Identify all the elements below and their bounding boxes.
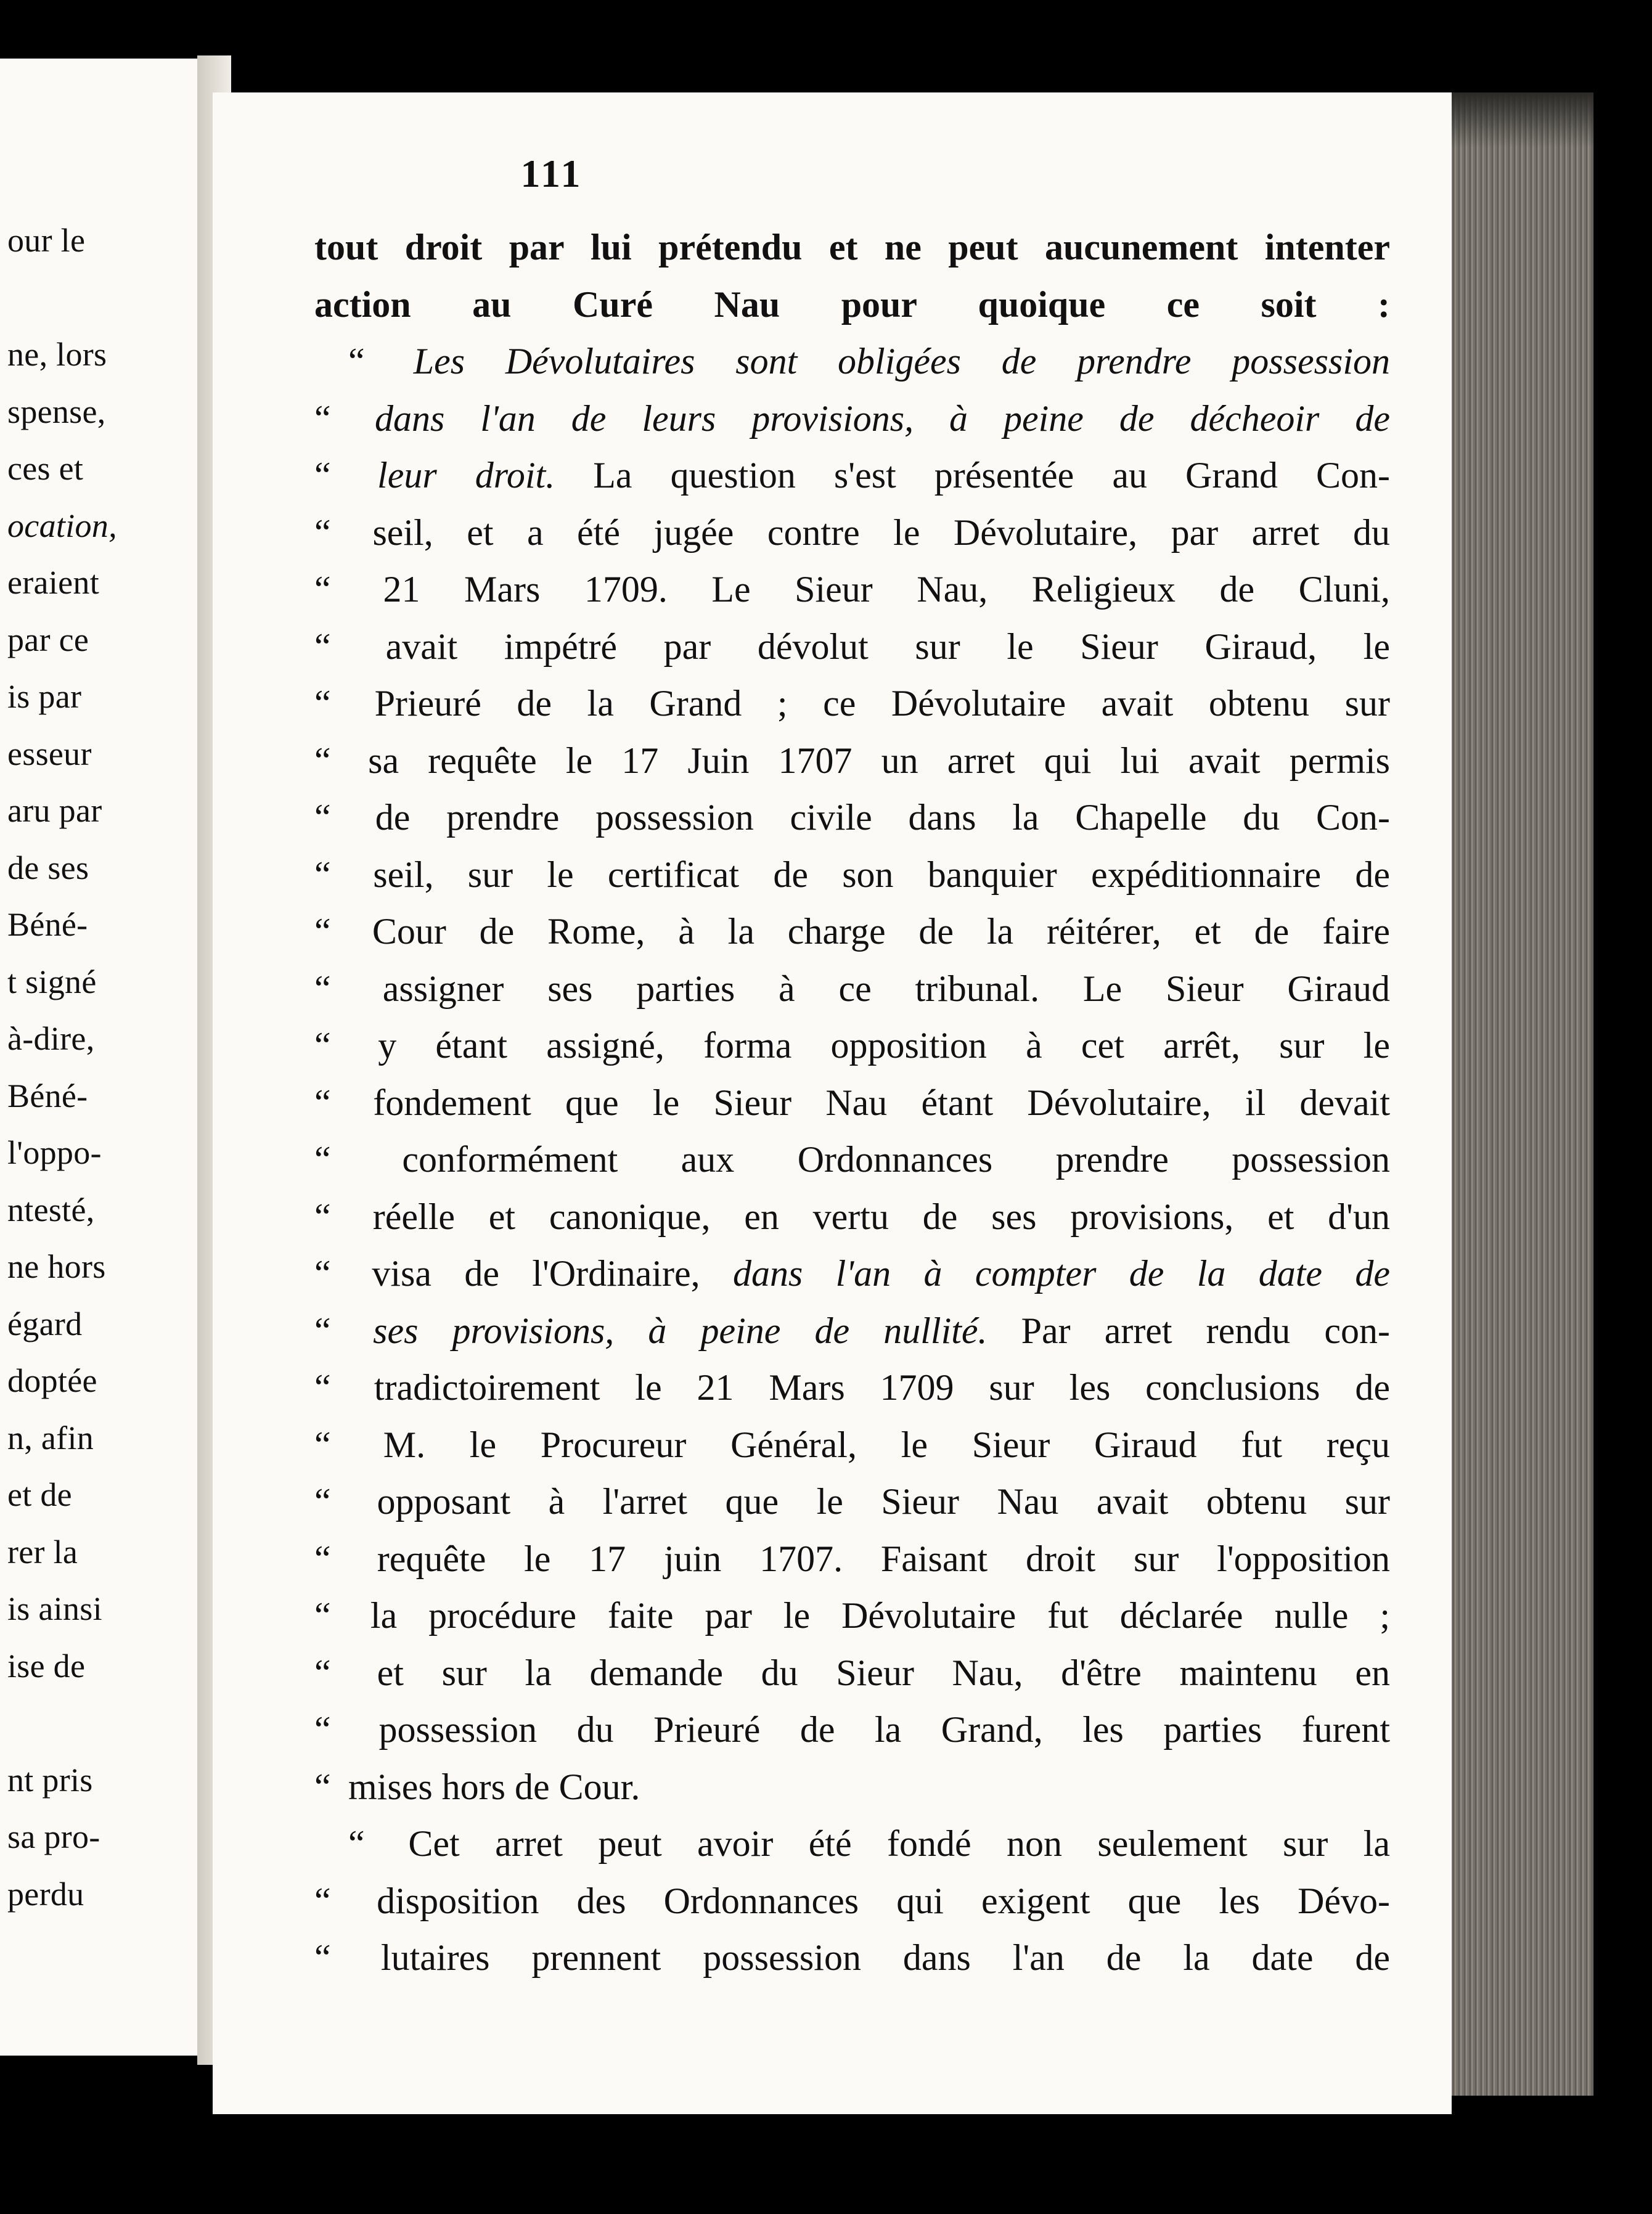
left-page-line: à-dire, xyxy=(7,1020,95,1057)
quote-mark: “ xyxy=(314,1595,331,1636)
quote-mark: “ xyxy=(314,398,331,439)
line-text: visa de l'Ordinaire, xyxy=(372,1253,733,1294)
quote-mark: “ xyxy=(314,740,331,781)
left-page-line: par ce xyxy=(7,621,89,658)
text-line xyxy=(314,333,1390,390)
quote-mark: “ xyxy=(348,1823,365,1864)
fore-edge-shadow xyxy=(1452,92,1593,148)
line-text: dans l'an de leurs provisions, à peine de décheoir de xyxy=(374,398,1390,439)
quote-mark: “ xyxy=(314,626,331,667)
quote-mark: “ xyxy=(314,1652,331,1693)
text-line xyxy=(314,1759,1390,1816)
line-text: assigner ses parties à ce tribunal. Le Sieur Giraud xyxy=(382,968,1390,1009)
text-line xyxy=(314,1074,1390,1132)
left-page-line: Béné- xyxy=(7,906,88,943)
quote-mark: “ xyxy=(314,1082,331,1123)
text-line xyxy=(314,846,1390,904)
line-text: 21 Mars 1709. Le Sieur Nau, Religieux de Cluni, xyxy=(383,569,1390,610)
line-text: sa requête le 17 Juin 1707 un arret qui lui avait permis xyxy=(368,740,1390,781)
quote-mark: “ xyxy=(348,341,365,382)
quote-mark: “ xyxy=(314,1253,331,1294)
line-text: tradictoirement le 21 Mars 1709 sur les conclusions de xyxy=(374,1367,1390,1408)
left-page-line: ces et xyxy=(7,450,84,487)
quote-mark: “ xyxy=(314,1766,331,1807)
quote-mark: “ xyxy=(314,1481,331,1522)
text-line xyxy=(314,675,1390,732)
left-page-line: ise de xyxy=(7,1647,86,1685)
italic-text: leur droit. xyxy=(377,455,555,496)
quote-mark: “ xyxy=(314,1937,331,1978)
left-page-line: de ses xyxy=(7,849,89,886)
quote-mark: “ xyxy=(314,911,331,952)
left-page-line: nt pris xyxy=(7,1761,93,1799)
text-line xyxy=(314,1644,1390,1702)
quote-mark: “ xyxy=(314,1025,331,1066)
left-page-line: is par xyxy=(7,678,82,715)
quote-mark: “ xyxy=(314,1424,331,1465)
line-text: action au Curé Nau pour quoique ce soit : xyxy=(314,284,1390,325)
text-line xyxy=(314,1359,1390,1416)
quote-mark: “ xyxy=(314,512,331,553)
left-page-line: ocation, xyxy=(7,507,117,544)
quote-mark: “ xyxy=(314,1880,331,1921)
quote-mark: “ xyxy=(314,683,331,724)
line-text: disposition des Ordonnances qui exigent que les Dévo- xyxy=(377,1880,1390,1921)
line-text: y étant assigné, forma opposition à cet arrêt, sur le xyxy=(378,1025,1390,1066)
text-line xyxy=(314,1530,1390,1588)
left-page-line: égard xyxy=(7,1305,83,1342)
line-text: de prendre possession civile dans la Chapelle du Con- xyxy=(375,797,1390,838)
text-line xyxy=(314,1815,1390,1873)
text-line xyxy=(314,447,1390,504)
text-line xyxy=(314,1017,1390,1074)
left-page-line: is ainsi xyxy=(7,1590,102,1627)
left-page-line: eraient xyxy=(7,564,99,601)
text-line xyxy=(314,1188,1390,1246)
quote-mark: “ xyxy=(314,1709,331,1750)
quote-mark: “ xyxy=(314,1310,331,1351)
text-line xyxy=(314,1473,1390,1530)
quote-mark: “ xyxy=(314,569,331,610)
left-page-line: our le xyxy=(7,222,86,259)
book-fore-edge xyxy=(1452,92,1593,2096)
line-text: avait impétré par dévolut sur le Sieur Giraud, le xyxy=(385,626,1390,667)
page-text xyxy=(314,219,1513,1987)
line-text: tout droit par lui prétendu et ne peut aucunement intenter xyxy=(314,227,1390,268)
left-facing-page xyxy=(0,59,197,2056)
left-page-line: et de xyxy=(7,1476,72,1513)
left-page-line: Béné- xyxy=(7,1077,88,1114)
text-line xyxy=(314,732,1390,790)
line-text: seil, sur le certificat de son banquier expéditionnaire de xyxy=(373,854,1390,895)
quote-mark: “ xyxy=(314,968,331,1009)
text-line xyxy=(314,960,1390,1018)
line-text: lutaires prennent possession dans l'an de la date de xyxy=(380,1937,1390,1978)
left-page-line: esseur xyxy=(7,735,92,772)
text-line xyxy=(314,561,1390,618)
text-line xyxy=(314,276,1390,333)
text-line xyxy=(314,504,1390,562)
text-line xyxy=(314,789,1390,846)
left-page-line: perdu xyxy=(7,1875,84,1913)
left-page-line: sa pro- xyxy=(7,1818,100,1855)
page-number: 111 xyxy=(520,152,583,195)
left-page-line: ntesté, xyxy=(7,1191,95,1228)
line-text: possession du Prieuré de la Grand, les parties furent xyxy=(378,1709,1390,1750)
line-text: opposant à l'arret que le Sieur Nau avait obtenu sur xyxy=(377,1481,1390,1522)
italic-text: ses provisions, à peine de nullité. xyxy=(373,1310,988,1351)
line-text: Cour de Rome, à la charge de la réitérer, et de faire xyxy=(372,911,1390,952)
line-text: et sur la demande du Sieur Nau, d'être maintenu en xyxy=(377,1652,1390,1693)
quote-mark: “ xyxy=(314,1196,331,1237)
line-text: Prieuré de la Grand ; ce Dévolutaire avait obtenu sur xyxy=(374,683,1390,724)
line-text: requête le 17 juin 1707. Faisant droit sur l'opposition xyxy=(377,1538,1390,1579)
line-text: M. le Procureur Général, le Sieur Giraud fut reçu xyxy=(383,1424,1390,1465)
line-text: conformément aux Ordonnances prendre possession xyxy=(402,1139,1390,1180)
text-line xyxy=(314,1701,1390,1759)
left-page-line: aru par xyxy=(7,792,102,829)
left-page-line: doptée xyxy=(7,1362,97,1399)
left-page-line: n, afin xyxy=(7,1419,94,1456)
quote-mark: “ xyxy=(314,854,331,895)
left-page-line: spense, xyxy=(7,393,106,430)
text-line xyxy=(314,1131,1390,1188)
text-line xyxy=(314,1245,1390,1302)
quote-mark: “ xyxy=(314,1538,331,1579)
left-page-line: l'oppo- xyxy=(7,1134,102,1171)
line-text: réelle et canonique, en vertu de ses provisions, et d'un xyxy=(372,1196,1390,1237)
line-text: Par arret rendu con- xyxy=(987,1310,1390,1351)
text-line xyxy=(314,219,1390,276)
left-page-line: ne hors xyxy=(7,1248,106,1285)
line-text: mises hors de Cour. xyxy=(348,1766,640,1807)
line-text: la procédure faite par le Dévolutaire fut déclarée nulle ; xyxy=(370,1595,1390,1636)
quote-mark: “ xyxy=(314,1367,331,1408)
line-text: fondement que le Sieur Nau étant Dévolutaire, il devait xyxy=(373,1082,1390,1123)
text-line xyxy=(314,1929,1390,1987)
italic-text: dans l'an à compter de la date de xyxy=(733,1253,1390,1294)
text-line xyxy=(314,1302,1390,1360)
quote-mark: “ xyxy=(314,797,331,838)
line-text: La question s'est présentée au Grand Con- xyxy=(555,455,1390,496)
quote-mark: “ xyxy=(314,1139,331,1180)
quote-mark: “ xyxy=(314,455,331,496)
main-page xyxy=(213,92,1452,2114)
text-line xyxy=(314,1416,1390,1474)
left-page-line: rer la xyxy=(7,1533,78,1571)
text-line xyxy=(314,1873,1390,1930)
text-line xyxy=(314,903,1390,960)
text-line xyxy=(314,1587,1390,1644)
line-text: Cet arret peut avoir été fondé non seulement sur la xyxy=(408,1823,1390,1864)
left-page-line: ne, lors xyxy=(7,336,107,373)
left-page-line: t signé xyxy=(7,963,97,1000)
text-line xyxy=(314,390,1390,447)
line-text: seil, et a été jugée contre le Dévolutaire, par arret du xyxy=(372,512,1390,553)
line-text: Les Dévolutaires sont obligées de prendre possession xyxy=(413,341,1390,382)
text-line xyxy=(314,618,1390,676)
